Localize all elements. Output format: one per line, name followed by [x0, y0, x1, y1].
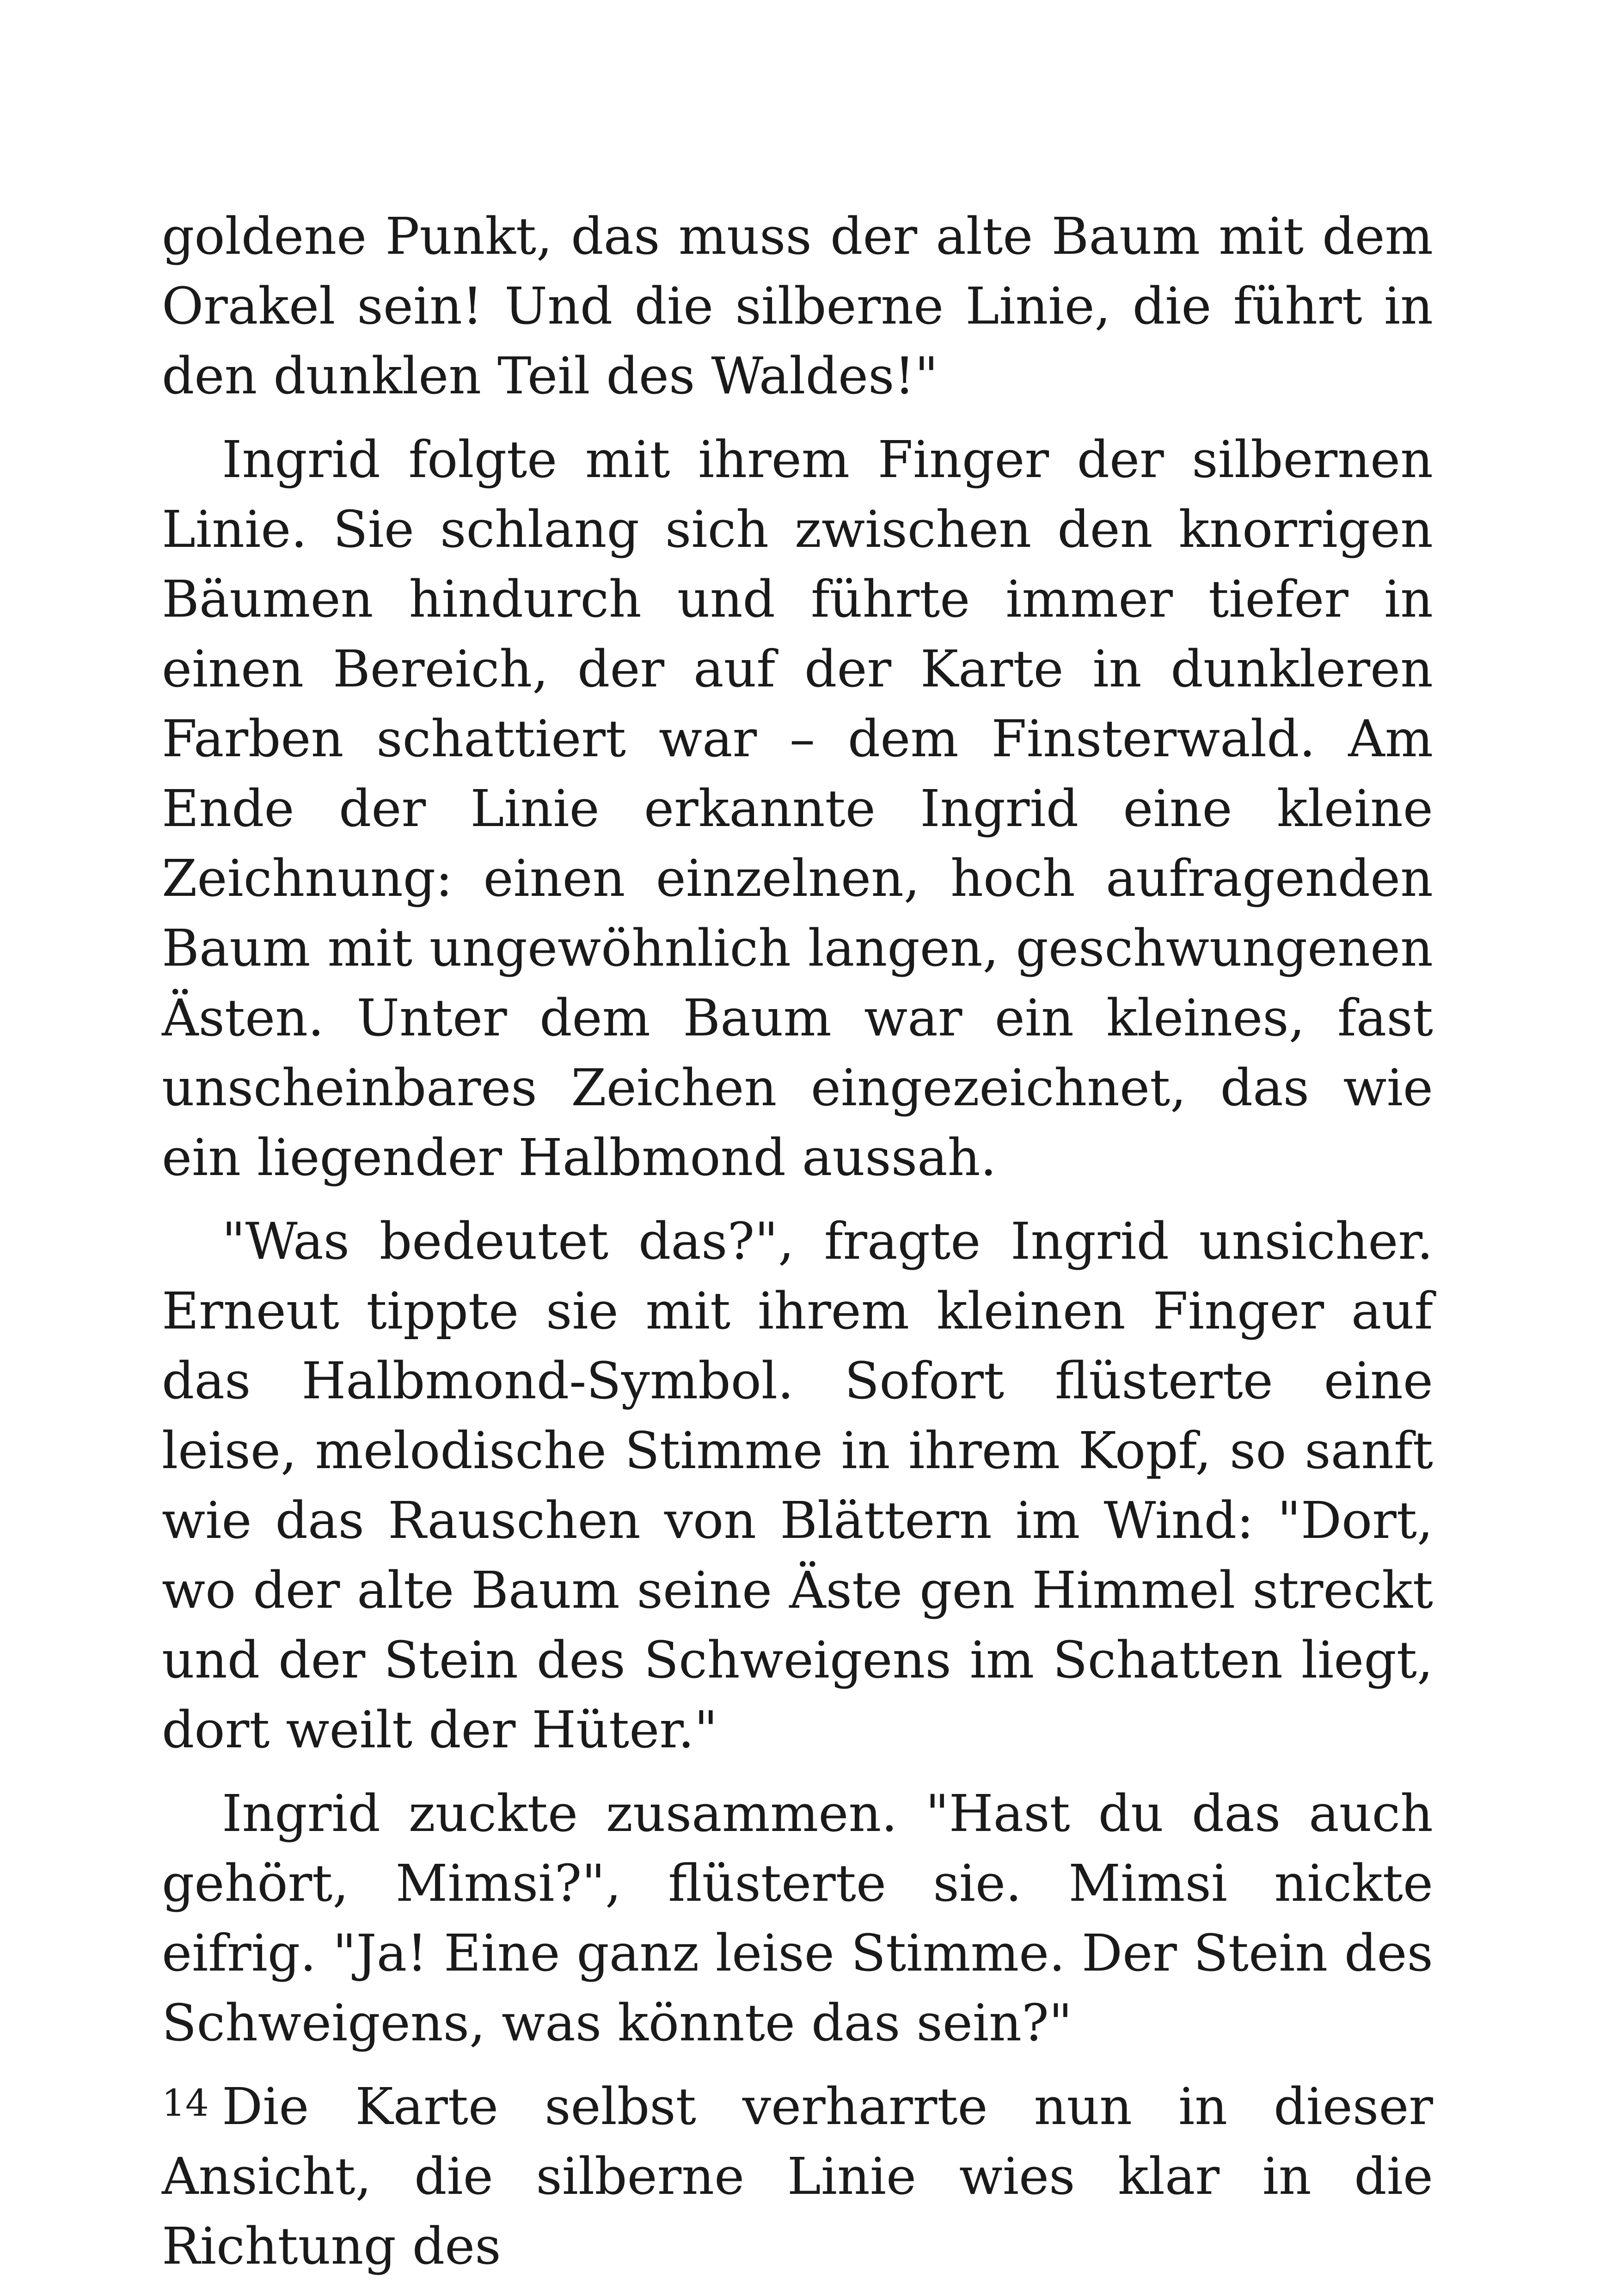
- paragraph-mimsi: Ingrid zuckte zusammen. "Hast du das auch gehört, Mimsi?", flüsterte sie. Mimsi nickte eifrig. "Ja! Eine ganz leise Stimme. Der Stein des Schweigens, was könnte das sein?": [162, 1784, 1433, 2052]
- paragraph-continued: goldene Punkt, das muss der alte Baum mit dem Orakel sein! Und die silberne Linie, die führt in den dunklen Teil des Waldes!": [162, 207, 1433, 405]
- paragraph-silver-line: Ingrid folgte mit ihrem Finger der silbernen Linie. Sie schlang sich zwischen den knorrigen Bäumen hindurch und führte immer tiefer in einen Bereich, der auf der Karte in dunkleren Farben schattiert war – dem Finsterwald. Am Ende der Linie erkannte Ingrid eine kleine Zeichnung: einen einzelnen, hoch aufragenden Baum mit ungewöhnlich langen, geschwungenen Ästen. Unter dem Baum war ein kleines, fast unscheinbares Zeichen eingezeichnet, das wie ein liegender Halbmond aussah.: [162, 430, 1433, 1187]
- paragraph-half-moon: "Was bedeutet das?", fragte Ingrid unsicher. Erneut tippte sie mit ihrem kleinen Finger auf das Halbmond-Symbol. Sofort flüsterte eine leise, melodische Stimme in ihrem Kopf, so sanft wie das Rauschen von Blättern im Wind: "Dort, wo der alte Baum seine Äste gen Himmel streckt und der Stein des Schweigens im Schatten liegt, dort weilt der Hüter.": [162, 1212, 1433, 1759]
- body-text: [162, 202, 1433, 2281]
- page-number: 14: [162, 2082, 209, 2125]
- paragraph-map-view: Die Karte selbst verharrte nun in dieser Ansicht, die silberne Linie wies klar in die Richtung des: [162, 2077, 1433, 2276]
